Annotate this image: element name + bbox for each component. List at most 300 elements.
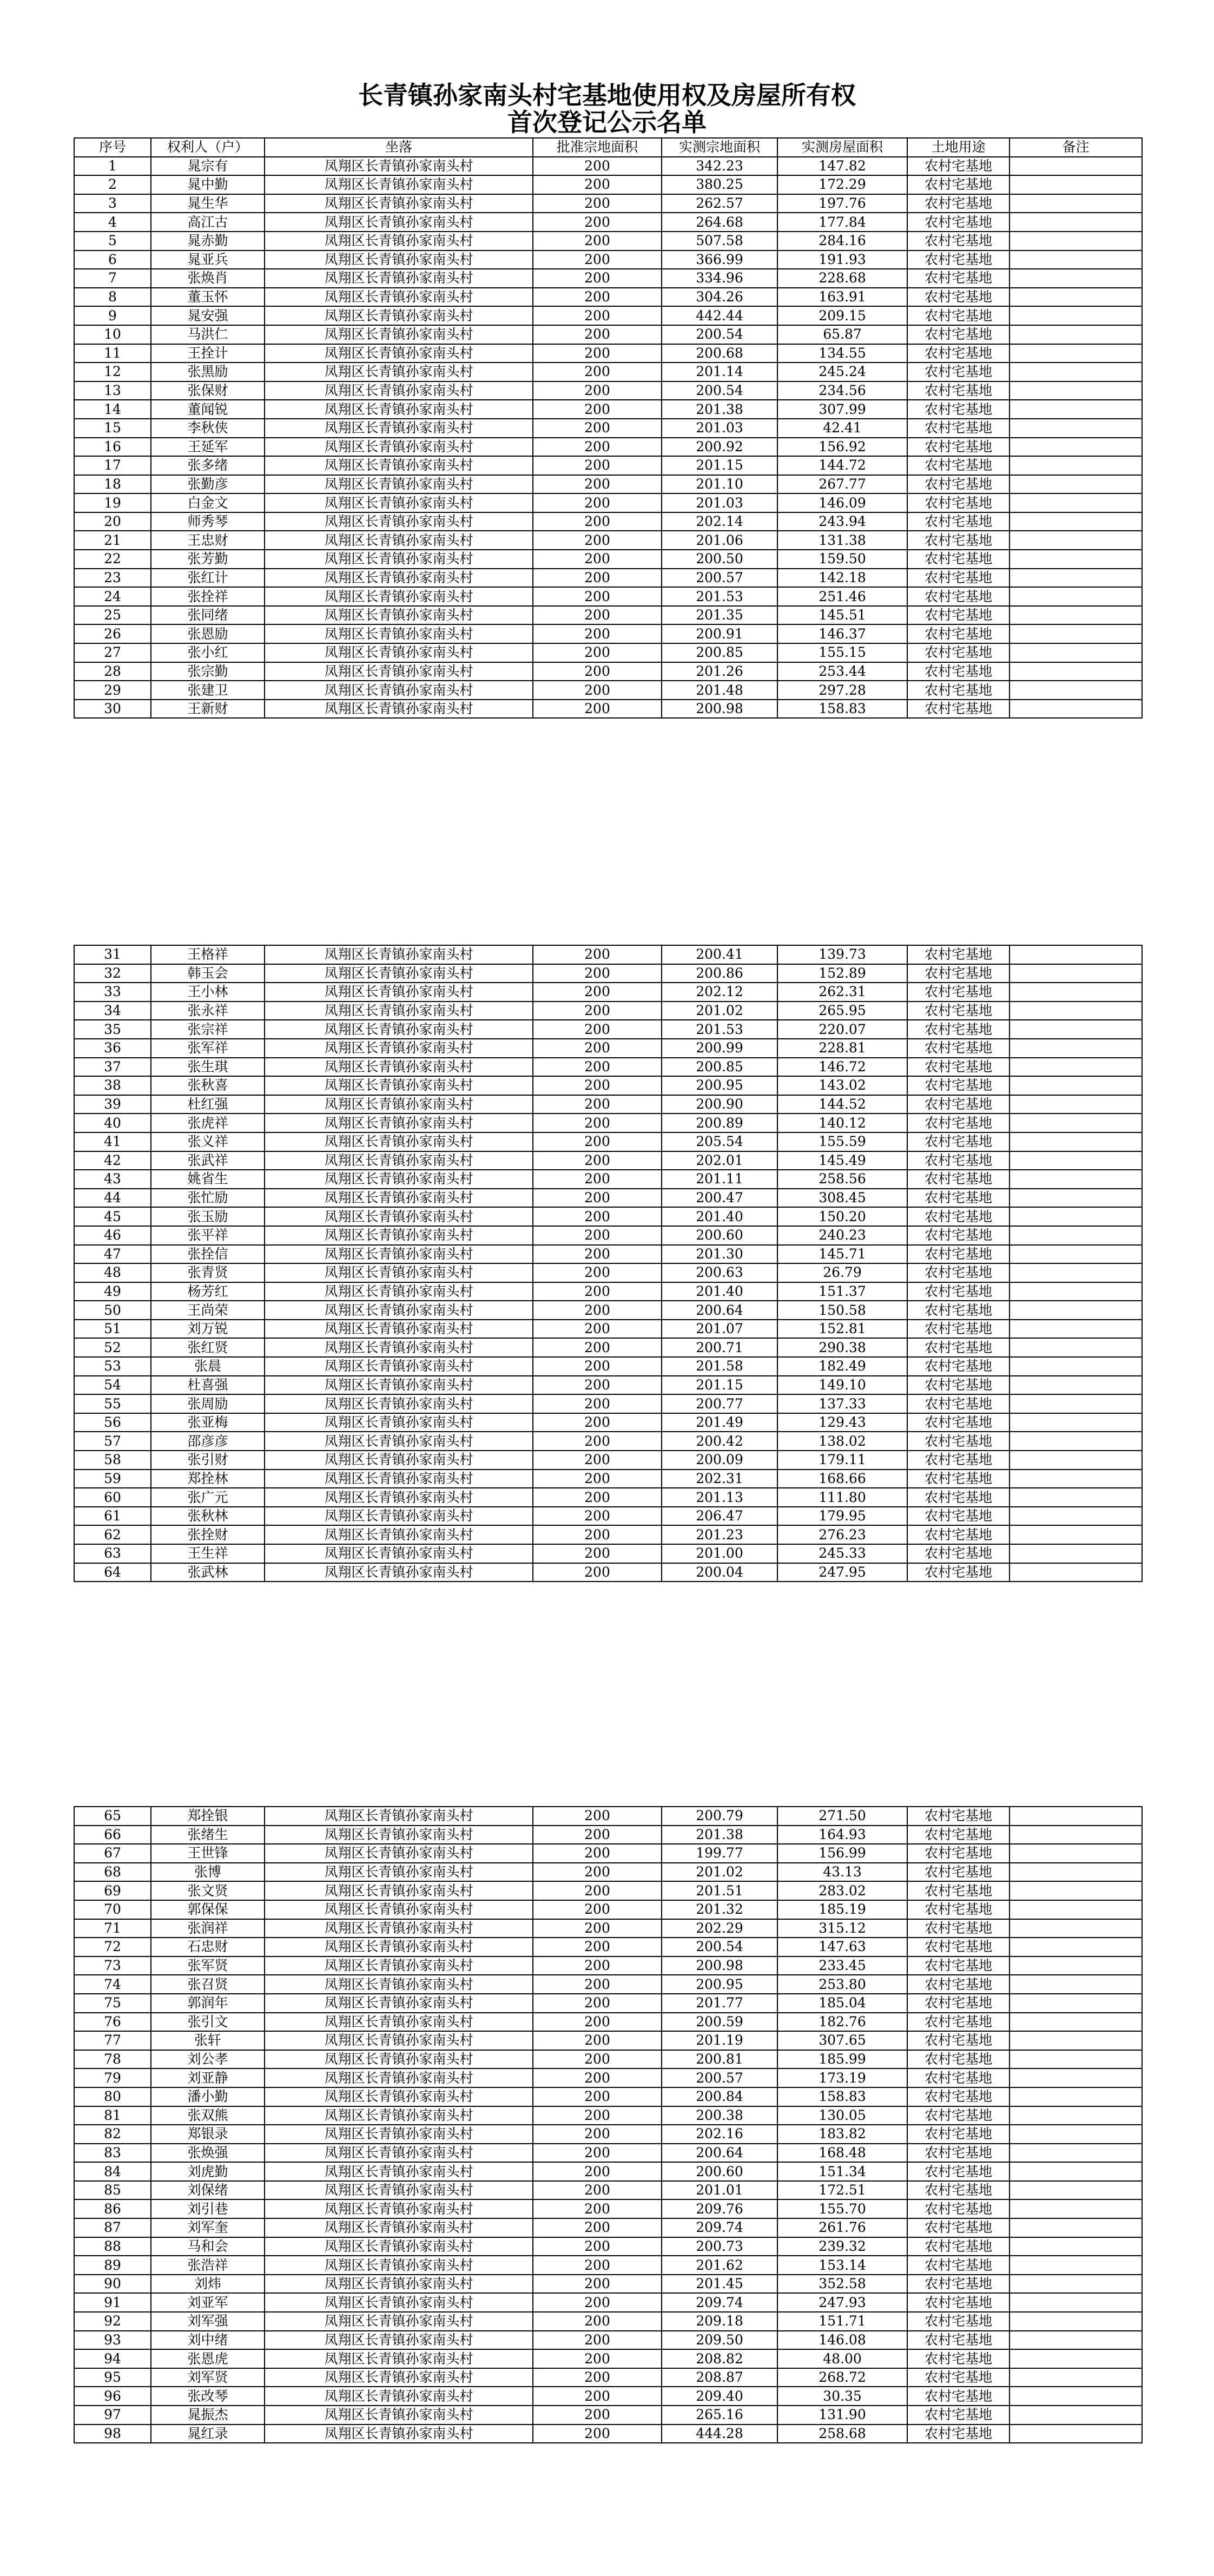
cell-owner: 张拴财 xyxy=(151,1525,265,1544)
cell-address: 凤翔区长青镇孙家南头村 xyxy=(265,325,533,344)
cell-approved-area: 200 xyxy=(533,251,662,269)
cell-address: 凤翔区长青镇孙家南头村 xyxy=(265,681,533,700)
cell-approved-area: 200 xyxy=(533,1282,662,1301)
table-row xyxy=(74,363,1142,381)
table-row xyxy=(74,1544,1142,1563)
cell-remarks xyxy=(1010,1432,1142,1451)
cell-remarks xyxy=(1010,1151,1142,1170)
cell-remarks xyxy=(1010,662,1142,681)
cell-remarks xyxy=(1010,550,1142,569)
cell-owner: 晁生华 xyxy=(151,194,265,213)
table-row xyxy=(74,2087,1142,2106)
cell-measured-land-area: 209.18 xyxy=(662,2312,777,2331)
cell-measured-house-area: 130.05 xyxy=(777,2106,907,2125)
cell-measured-land-area: 200.77 xyxy=(662,1394,777,1413)
cell-owner: 张润祥 xyxy=(151,1919,265,1938)
cell-index: 84 xyxy=(74,2162,151,2181)
table-row xyxy=(74,1488,1142,1507)
cell-address: 凤翔区长青镇孙家南头村 xyxy=(265,1263,533,1282)
cell-index: 98 xyxy=(74,2425,151,2443)
cell-measured-house-area: 233.45 xyxy=(777,1956,907,1975)
table-row xyxy=(74,2162,1142,2181)
table-row xyxy=(74,475,1142,494)
cell-land-use: 农村宅基地 xyxy=(907,1263,1010,1282)
column-header: 实测房屋面积 xyxy=(777,138,907,157)
cell-remarks xyxy=(1010,1826,1142,1844)
cell-approved-area: 200 xyxy=(533,344,662,363)
cell-approved-area: 200 xyxy=(533,1826,662,1844)
cell-remarks xyxy=(1010,1938,1142,1956)
cell-approved-area: 200 xyxy=(533,1975,662,1994)
cell-owner: 张红计 xyxy=(151,569,265,588)
cell-owner: 郑拴林 xyxy=(151,1470,265,1488)
cell-owner: 董玉怀 xyxy=(151,288,265,307)
cell-remarks xyxy=(1010,1394,1142,1413)
cell-address: 凤翔区长青镇孙家南头村 xyxy=(265,1488,533,1507)
cell-measured-land-area: 201.45 xyxy=(662,2275,777,2294)
cell-approved-area: 200 xyxy=(533,288,662,307)
cell-measured-land-area: 200.85 xyxy=(662,643,777,662)
cell-index: 7 xyxy=(74,269,151,288)
cell-owner: 杜喜强 xyxy=(151,1376,265,1395)
cell-address: 凤翔区长青镇孙家南头村 xyxy=(265,2237,533,2256)
cell-land-use: 农村宅基地 xyxy=(907,2106,1010,2125)
cell-land-use: 农村宅基地 xyxy=(907,1282,1010,1301)
cell-index: 3 xyxy=(74,194,151,213)
cell-remarks xyxy=(1010,2013,1142,2032)
table-row xyxy=(74,624,1142,643)
cell-address: 凤翔区长青镇孙家南头村 xyxy=(265,1282,533,1301)
cell-index: 77 xyxy=(74,2031,151,2050)
cell-owner: 张宗勤 xyxy=(151,662,265,681)
cell-address: 凤翔区长青镇孙家南头村 xyxy=(265,1357,533,1376)
cell-approved-area: 200 xyxy=(533,1338,662,1357)
cell-index: 28 xyxy=(74,662,151,681)
cell-land-use: 农村宅基地 xyxy=(907,643,1010,662)
cell-address: 凤翔区长青镇孙家南头村 xyxy=(265,550,533,569)
table-row xyxy=(74,2106,1142,2125)
cell-remarks xyxy=(1010,643,1142,662)
table-row xyxy=(74,2256,1142,2275)
cell-remarks xyxy=(1010,419,1142,438)
cell-address: 凤翔区长青镇孙家南头村 xyxy=(265,2087,533,2106)
cell-land-use: 农村宅基地 xyxy=(907,344,1010,363)
cell-measured-house-area: 209.15 xyxy=(777,306,907,325)
table-row xyxy=(74,288,1142,307)
cell-measured-land-area: 304.26 xyxy=(662,288,777,307)
cell-land-use: 农村宅基地 xyxy=(907,945,1010,964)
table-row xyxy=(74,1132,1142,1151)
cell-remarks xyxy=(1010,1338,1142,1357)
cell-measured-land-area: 200.98 xyxy=(662,1956,777,1975)
cell-measured-land-area: 442.44 xyxy=(662,306,777,325)
cell-remarks xyxy=(1010,306,1142,325)
cell-measured-land-area: 200.54 xyxy=(662,325,777,344)
cell-owner: 郑银录 xyxy=(151,2125,265,2144)
cell-owner: 高江古 xyxy=(151,213,265,232)
table-row xyxy=(74,2125,1142,2144)
cell-address: 凤翔区长青镇孙家南头村 xyxy=(265,662,533,681)
cell-owner: 张文贤 xyxy=(151,1881,265,1900)
cell-measured-house-area: 138.02 xyxy=(777,1432,907,1451)
cell-approved-area: 200 xyxy=(533,1394,662,1413)
cell-remarks xyxy=(1010,1807,1142,1826)
cell-remarks xyxy=(1010,700,1142,719)
cell-land-use: 农村宅基地 xyxy=(907,1245,1010,1264)
cell-measured-house-area: 144.72 xyxy=(777,456,907,475)
cell-index: 41 xyxy=(74,1132,151,1151)
registry-table-3 xyxy=(74,1806,1143,2443)
cell-approved-area: 200 xyxy=(533,1151,662,1170)
cell-remarks xyxy=(1010,363,1142,381)
cell-measured-land-area: 200.91 xyxy=(662,624,777,643)
cell-approved-area: 200 xyxy=(533,400,662,419)
cell-measured-land-area: 202.31 xyxy=(662,1470,777,1488)
cell-address: 凤翔区长青镇孙家南头村 xyxy=(265,2144,533,2163)
cell-measured-land-area: 200.68 xyxy=(662,344,777,363)
cell-land-use: 农村宅基地 xyxy=(907,288,1010,307)
table-row xyxy=(74,662,1142,681)
cell-remarks xyxy=(1010,1975,1142,1994)
cell-measured-house-area: 30.35 xyxy=(777,2387,907,2406)
cell-approved-area: 200 xyxy=(533,512,662,531)
cell-remarks xyxy=(1010,1470,1142,1488)
cell-index: 87 xyxy=(74,2218,151,2237)
cell-address: 凤翔区长青镇孙家南头村 xyxy=(265,1826,533,1844)
table-row xyxy=(74,2237,1142,2256)
cell-address: 凤翔区长青镇孙家南头村 xyxy=(265,1451,533,1470)
table-row xyxy=(74,2425,1142,2443)
cell-measured-land-area: 202.12 xyxy=(662,983,777,1002)
cell-remarks xyxy=(1010,2106,1142,2125)
cell-land-use: 农村宅基地 xyxy=(907,2256,1010,2275)
cell-land-use: 农村宅基地 xyxy=(907,1826,1010,1844)
cell-approved-area: 200 xyxy=(533,2425,662,2443)
cell-land-use: 农村宅基地 xyxy=(907,2425,1010,2443)
cell-remarks xyxy=(1010,1563,1142,1582)
cell-address: 凤翔区长青镇孙家南头村 xyxy=(265,194,533,213)
cell-address: 凤翔区长青镇孙家南头村 xyxy=(265,624,533,643)
cell-measured-land-area: 202.01 xyxy=(662,1151,777,1170)
cell-measured-house-area: 307.99 xyxy=(777,400,907,419)
cell-approved-area: 200 xyxy=(533,1488,662,1507)
cell-measured-land-area: 201.35 xyxy=(662,606,777,625)
table-row xyxy=(74,175,1142,194)
cell-measured-land-area: 201.40 xyxy=(662,1282,777,1301)
cell-index: 96 xyxy=(74,2387,151,2406)
table-row xyxy=(74,1956,1142,1975)
cell-approved-area: 200 xyxy=(533,2181,662,2200)
cell-address: 凤翔区长青镇孙家南头村 xyxy=(265,1956,533,1975)
cell-remarks xyxy=(1010,1207,1142,1226)
cell-index: 58 xyxy=(74,1451,151,1470)
cell-address: 凤翔区长青镇孙家南头村 xyxy=(265,1470,533,1488)
cell-approved-area: 200 xyxy=(533,964,662,983)
cell-approved-area: 200 xyxy=(533,175,662,194)
cell-index: 27 xyxy=(74,643,151,662)
cell-owner: 张改琴 xyxy=(151,2387,265,2406)
cell-measured-house-area: 151.34 xyxy=(777,2162,907,2181)
cell-measured-land-area: 202.14 xyxy=(662,512,777,531)
cell-index: 86 xyxy=(74,2199,151,2218)
table-row xyxy=(74,550,1142,569)
cell-land-use: 农村宅基地 xyxy=(907,1844,1010,1863)
cell-remarks xyxy=(1010,2275,1142,2294)
cell-measured-house-area: 26.79 xyxy=(777,1263,907,1282)
cell-index: 17 xyxy=(74,456,151,475)
cell-index: 74 xyxy=(74,1975,151,1994)
cell-owner: 刘军奎 xyxy=(151,2218,265,2237)
cell-measured-land-area: 201.10 xyxy=(662,475,777,494)
column-header: 坐落 xyxy=(265,138,533,157)
cell-address: 凤翔区长青镇孙家南头村 xyxy=(265,1994,533,2013)
table-row xyxy=(74,1245,1142,1264)
cell-measured-land-area: 200.79 xyxy=(662,1807,777,1826)
cell-index: 33 xyxy=(74,983,151,1002)
cell-approved-area: 200 xyxy=(533,232,662,251)
cell-land-use: 农村宅基地 xyxy=(907,1039,1010,1058)
cell-measured-land-area: 507.58 xyxy=(662,232,777,251)
cell-address: 凤翔区长青镇孙家南头村 xyxy=(265,475,533,494)
cell-index: 36 xyxy=(74,1039,151,1058)
cell-remarks xyxy=(1010,2218,1142,2237)
cell-index: 80 xyxy=(74,2087,151,2106)
cell-approved-area: 200 xyxy=(533,2237,662,2256)
table-row xyxy=(74,964,1142,983)
cell-measured-land-area: 201.38 xyxy=(662,400,777,419)
cell-land-use: 农村宅基地 xyxy=(907,1189,1010,1208)
cell-address: 凤翔区长青镇孙家南头村 xyxy=(265,1132,533,1151)
column-header: 土地用途 xyxy=(907,138,1010,157)
cell-index: 46 xyxy=(74,1226,151,1245)
cell-measured-land-area: 200.99 xyxy=(662,1039,777,1058)
cell-land-use: 农村宅基地 xyxy=(907,1807,1010,1826)
cell-measured-house-area: 267.77 xyxy=(777,475,907,494)
cell-index: 92 xyxy=(74,2312,151,2331)
cell-address: 凤翔区长青镇孙家南头村 xyxy=(265,2425,533,2443)
cell-index: 72 xyxy=(74,1938,151,1956)
table-row xyxy=(74,1020,1142,1039)
cell-measured-house-area: 245.24 xyxy=(777,363,907,381)
cell-approved-area: 200 xyxy=(533,1301,662,1320)
cell-measured-house-area: 268.72 xyxy=(777,2368,907,2387)
table-row xyxy=(74,419,1142,438)
cell-approved-area: 200 xyxy=(533,2031,662,2050)
table-row xyxy=(74,2218,1142,2237)
cell-land-use: 农村宅基地 xyxy=(907,1863,1010,1882)
cell-address: 凤翔区长青镇孙家南头村 xyxy=(265,2199,533,2218)
cell-land-use: 农村宅基地 xyxy=(907,325,1010,344)
table-row xyxy=(74,1058,1142,1077)
cell-measured-land-area: 201.53 xyxy=(662,587,777,606)
cell-measured-land-area: 201.14 xyxy=(662,363,777,381)
cell-land-use: 农村宅基地 xyxy=(907,1938,1010,1956)
cell-owner: 张青贤 xyxy=(151,1263,265,1282)
cell-index: 60 xyxy=(74,1488,151,1507)
cell-approved-area: 200 xyxy=(533,2144,662,2163)
cell-measured-house-area: 234.56 xyxy=(777,381,907,400)
cell-measured-land-area: 201.77 xyxy=(662,1994,777,2013)
cell-measured-land-area: 209.74 xyxy=(662,2218,777,2237)
cell-remarks xyxy=(1010,1076,1142,1095)
table-row xyxy=(74,232,1142,251)
cell-land-use: 农村宅基地 xyxy=(907,2087,1010,2106)
cell-owner: 张恩虎 xyxy=(151,2349,265,2368)
cell-measured-house-area: 159.50 xyxy=(777,550,907,569)
cell-index: 13 xyxy=(74,381,151,400)
cell-measured-house-area: 150.58 xyxy=(777,1301,907,1320)
table-row xyxy=(74,1413,1142,1432)
cell-owner: 张红贤 xyxy=(151,1338,265,1357)
cell-measured-house-area: 151.37 xyxy=(777,1282,907,1301)
cell-address: 凤翔区长青镇孙家南头村 xyxy=(265,643,533,662)
cell-remarks xyxy=(1010,175,1142,194)
cell-measured-house-area: 283.02 xyxy=(777,1881,907,1900)
cell-address: 凤翔区长青镇孙家南头村 xyxy=(265,1900,533,1919)
cell-measured-land-area: 209.74 xyxy=(662,2293,777,2312)
cell-remarks xyxy=(1010,1994,1142,2013)
cell-measured-land-area: 201.26 xyxy=(662,662,777,681)
cell-measured-land-area: 209.40 xyxy=(662,2387,777,2406)
cell-approved-area: 200 xyxy=(533,945,662,964)
cell-measured-land-area: 262.57 xyxy=(662,194,777,213)
cell-address: 凤翔区长青镇孙家南头村 xyxy=(265,344,533,363)
cell-measured-house-area: 247.93 xyxy=(777,2293,907,2312)
cell-measured-land-area: 200.73 xyxy=(662,2237,777,2256)
cell-index: 75 xyxy=(74,1994,151,2013)
cell-land-use: 农村宅基地 xyxy=(907,2349,1010,2368)
column-header: 序号 xyxy=(74,138,151,157)
cell-measured-land-area: 200.60 xyxy=(662,1226,777,1245)
cell-index: 42 xyxy=(74,1151,151,1170)
cell-land-use: 农村宅基地 xyxy=(907,964,1010,983)
cell-measured-land-area: 201.00 xyxy=(662,1544,777,1563)
cell-address: 凤翔区长青镇孙家南头村 xyxy=(265,587,533,606)
cell-index: 94 xyxy=(74,2349,151,2368)
cell-address: 凤翔区长青镇孙家南头村 xyxy=(265,1544,533,1563)
cell-land-use: 农村宅基地 xyxy=(907,1413,1010,1432)
cell-address: 凤翔区长青镇孙家南头村 xyxy=(265,2162,533,2181)
cell-approved-area: 200 xyxy=(533,1170,662,1189)
cell-owner: 王格祥 xyxy=(151,945,265,964)
cell-index: 9 xyxy=(74,306,151,325)
table-row xyxy=(74,1470,1142,1488)
cell-owner: 王拴计 xyxy=(151,344,265,363)
cell-land-use: 农村宅基地 xyxy=(907,175,1010,194)
cell-land-use: 农村宅基地 xyxy=(907,550,1010,569)
cell-land-use: 农村宅基地 xyxy=(907,681,1010,700)
cell-approved-area: 200 xyxy=(533,1020,662,1039)
cell-owner: 张武祥 xyxy=(151,1151,265,1170)
cell-index: 45 xyxy=(74,1207,151,1226)
cell-index: 69 xyxy=(74,1881,151,1900)
cell-owner: 邵彦彦 xyxy=(151,1432,265,1451)
cell-measured-house-area: 172.29 xyxy=(777,175,907,194)
cell-owner: 张生琪 xyxy=(151,1058,265,1077)
cell-land-use: 农村宅基地 xyxy=(907,1058,1010,1077)
cell-remarks xyxy=(1010,2181,1142,2200)
cell-measured-house-area: 352.58 xyxy=(777,2275,907,2294)
cell-land-use: 农村宅基地 xyxy=(907,1470,1010,1488)
cell-measured-land-area: 200.50 xyxy=(662,550,777,569)
table-row xyxy=(74,1432,1142,1451)
cell-remarks xyxy=(1010,945,1142,964)
cell-land-use: 农村宅基地 xyxy=(907,2275,1010,2294)
cell-measured-land-area: 200.41 xyxy=(662,945,777,964)
cell-index: 52 xyxy=(74,1338,151,1357)
cell-owner: 王新财 xyxy=(151,700,265,719)
cell-measured-house-area: 142.18 xyxy=(777,569,907,588)
cell-measured-land-area: 200.81 xyxy=(662,2050,777,2069)
cell-address: 凤翔区长青镇孙家南头村 xyxy=(265,1413,533,1432)
table-row xyxy=(74,2013,1142,2032)
cell-measured-land-area: 366.99 xyxy=(662,251,777,269)
cell-owner: 张永祥 xyxy=(151,1002,265,1020)
cell-remarks xyxy=(1010,2368,1142,2387)
table-row xyxy=(74,1807,1142,1826)
cell-land-use: 农村宅基地 xyxy=(907,2144,1010,2163)
cell-owner: 张晨 xyxy=(151,1357,265,1376)
table-row xyxy=(74,194,1142,213)
cell-owner: 晁宗有 xyxy=(151,157,265,176)
cell-approved-area: 200 xyxy=(533,1263,662,1282)
cell-measured-house-area: 150.20 xyxy=(777,1207,907,1226)
cell-approved-area: 200 xyxy=(533,1039,662,1058)
cell-measured-land-area: 200.57 xyxy=(662,2068,777,2087)
cell-measured-land-area: 342.23 xyxy=(662,157,777,176)
table-row xyxy=(74,213,1142,232)
cell-land-use: 农村宅基地 xyxy=(907,456,1010,475)
cell-approved-area: 200 xyxy=(533,1900,662,1919)
cell-measured-land-area: 201.53 xyxy=(662,1020,777,1039)
cell-index: 23 xyxy=(74,569,151,588)
cell-remarks xyxy=(1010,1863,1142,1882)
cell-measured-house-area: 182.49 xyxy=(777,1357,907,1376)
cell-address: 凤翔区长青镇孙家南头村 xyxy=(265,2050,533,2069)
cell-land-use: 农村宅基地 xyxy=(907,1338,1010,1357)
cell-measured-house-area: 220.07 xyxy=(777,1020,907,1039)
cell-address: 凤翔区长青镇孙家南头村 xyxy=(265,569,533,588)
cell-measured-house-area: 240.23 xyxy=(777,1226,907,1245)
cell-approved-area: 200 xyxy=(533,2218,662,2237)
cell-measured-house-area: 243.94 xyxy=(777,512,907,531)
cell-index: 62 xyxy=(74,1525,151,1544)
cell-index: 57 xyxy=(74,1432,151,1451)
cell-index: 37 xyxy=(74,1058,151,1077)
cell-measured-land-area: 200.98 xyxy=(662,700,777,719)
cell-measured-house-area: 149.10 xyxy=(777,1376,907,1395)
cell-index: 68 xyxy=(74,1863,151,1882)
table-row xyxy=(74,2144,1142,2163)
cell-measured-house-area: 307.65 xyxy=(777,2031,907,2050)
cell-index: 51 xyxy=(74,1320,151,1339)
cell-address: 凤翔区长青镇孙家南头村 xyxy=(265,1245,533,1264)
table-row xyxy=(74,251,1142,269)
cell-address: 凤翔区长青镇孙家南头村 xyxy=(265,2106,533,2125)
table-row xyxy=(74,2068,1142,2087)
cell-measured-house-area: 140.12 xyxy=(777,1114,907,1132)
cell-remarks xyxy=(1010,1189,1142,1208)
cell-measured-land-area: 200.95 xyxy=(662,1076,777,1095)
cell-remarks xyxy=(1010,2087,1142,2106)
table-row xyxy=(74,400,1142,419)
cell-measured-land-area: 334.96 xyxy=(662,269,777,288)
cell-owner: 张浩祥 xyxy=(151,2256,265,2275)
cell-land-use: 农村宅基地 xyxy=(907,2181,1010,2200)
cell-land-use: 农村宅基地 xyxy=(907,624,1010,643)
cell-measured-house-area: 253.80 xyxy=(777,1975,907,1994)
cell-approved-area: 200 xyxy=(533,456,662,475)
